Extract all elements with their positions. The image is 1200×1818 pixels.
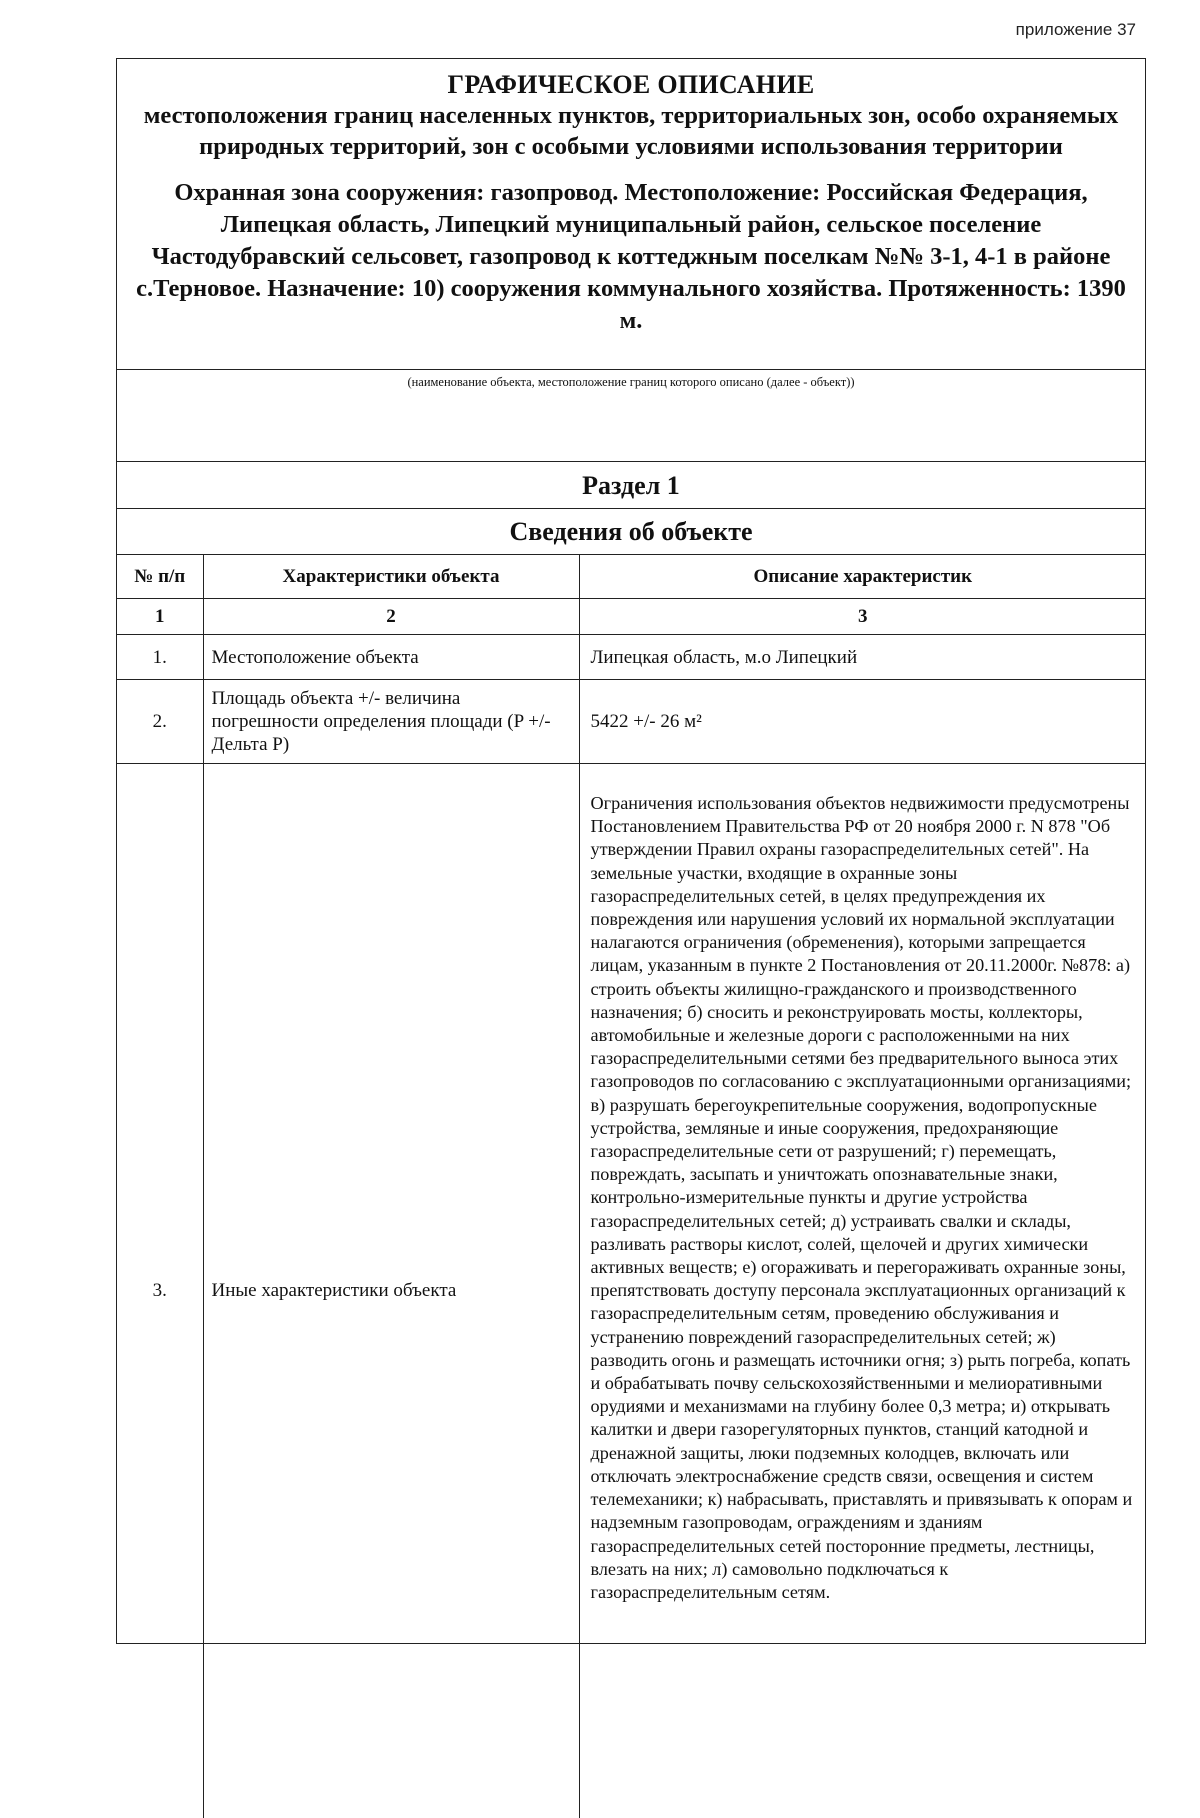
- row-number: 1.: [117, 635, 203, 680]
- column-number: 2: [203, 599, 579, 635]
- column-header-characteristic: Характеристики объекта: [203, 555, 579, 599]
- row-description: Липецкая область, м.о Липецкий: [579, 635, 1145, 680]
- row-number: 2.: [117, 680, 203, 764]
- object-caption-row: [117, 369, 1145, 461]
- column-number: 1: [117, 599, 203, 635]
- table-row: [117, 764, 1145, 1818]
- table-header-row: [117, 555, 1145, 599]
- row-characteristic: Местоположение объекта: [203, 635, 579, 680]
- object-caption: (наименование объекта, местоположение границ которого описано (далее - объект)): [407, 375, 855, 389]
- row-characteristic: Площадь объекта +/- величина погрешности определения площади (P +/- Дельта P): [203, 680, 579, 764]
- row-description: Ограничения использования объектов недвижимости предусмотрены Постановлением Правительства РФ от 20 ноября 2000 г. N 878 "Об утверждении Правил охраны газораспределительных сетей". На земельные участки, входящие в охранные зоны газораспределительных сетей, в целях предупреждения их повреждения или нарушения условий их нормальной эксплуатации налагаются ограничения (обременения), которыми запрещается лицам, указанным в пункте 2 Постановления от 20.11.2000г. №878: а) строить объекты жилищно-гражданского и производственного назначения; б) сносить и реконструировать мосты, коллекторы, автомобильные и железные дороги с расположенными на них газораспределительными сетями без предварительного выноса этих газопроводов по согласованию с эксплуатационными организациями; в) разрушать берегоукрепительные сооружения, водопропускные устройства, земляные и иные сооружения, предохраняющие газораспределительные сети от разрушений; г) перемещать, повреждать, засыпать и уничтожать опознавательные знаки, контрольно-измерительные пункты и другие устройства газораспределительных сетей; д) устраивать свалки и склады, разливать растворы кислот, солей, щелочей и других химически активных веществ; е) огораживать и перегораживать охранные зоны, препятствовать доступу персонала эксплуатационных организаций к газораспределительным сетям, проведению обслуживания и устранению повреждений газораспределительных сетей; ж) разводить огонь и размещать источники огня; з) рыть погреба, копать и обрабатывать почву сельскохозяйственными и мелиоративными орудиями и механизмами на глубину более 0,3 метра; и) открывать калитки и двери газорегуляторных пунктов, станций катодной и дренажной защиты, люки подземных колодцев, включать или отключать электроснабжение средств связи, освещения и систем телемеханики; к) набрасывать, приставлять и привязывать к опорам и надземным газопроводам, ограждениям и зданиям газораспределительных сетей посторонние предметы, лестницы, влезать на них; л) самовольно подключаться к газораспределительным сетям.: [579, 764, 1145, 1818]
- table-row: [117, 680, 1145, 764]
- column-number: 3: [579, 599, 1145, 635]
- row-characteristic: Иные характеристики объекта: [203, 764, 579, 1818]
- document-title: ГРАФИЧЕСКОЕ ОПИСАНИЕ: [447, 70, 815, 99]
- object-info-table: [117, 554, 1145, 1818]
- document-sheet: [116, 58, 1146, 1644]
- document-header: [117, 59, 1145, 369]
- object-description: Охранная зона сооружения: газопровод. Местоположение: Российская Федерация, Липецкая область, Липецкий муниципальный район, сельское поселение Частодубравский сельсовет, газопровод к коттеджным поселкам №№ 3-1, 4-1 в районе с.Терновое. Назначение: 10) сооружения коммунального хозяйства. Протяженность: 1390 м.: [136, 179, 1126, 334]
- section-subtitle: Сведения об объекте: [117, 508, 1145, 554]
- column-header-description: Описание характеристик: [579, 555, 1145, 599]
- document-subtitle: местоположения границ населенных пунктов, территориальных зон, особо охраняемых природных территорий, зон с особыми условиями использования территории: [143, 102, 1119, 160]
- column-header-number: № п/п: [117, 555, 203, 599]
- annex-label: приложение 37: [1015, 20, 1136, 39]
- table-row: [117, 635, 1145, 680]
- row-number: 3.: [117, 764, 203, 1818]
- section-title: Раздел 1: [117, 461, 1145, 508]
- row-description: 5422 +/- 26 м²: [579, 680, 1145, 764]
- column-number-row: [117, 599, 1145, 635]
